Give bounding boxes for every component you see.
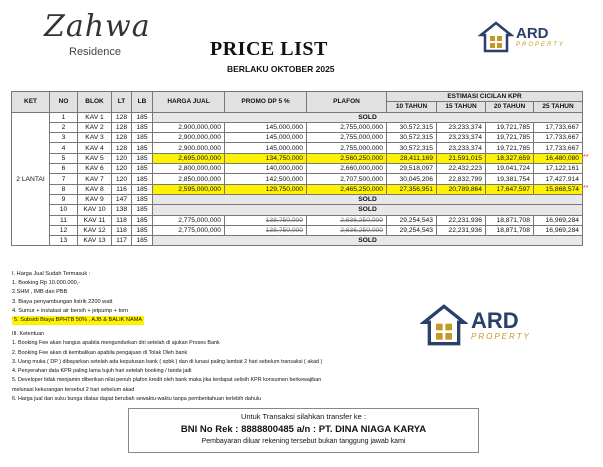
table-row	[12, 112, 583, 122]
cell-lb: 185	[132, 184, 153, 194]
cell-10-tahun: 29,254,543	[387, 215, 437, 225]
table-row	[12, 205, 583, 215]
sold-label: SOLD	[153, 236, 583, 246]
cell-lt: 118	[112, 215, 132, 225]
cell-no: 11	[50, 215, 78, 225]
cell-no: 8	[50, 184, 78, 194]
cell-plafon: 2,707,500,000	[307, 174, 387, 184]
included-item: 1. Booking Rp 10.000.000,-	[12, 280, 81, 287]
ketentuan-list	[12, 330, 432, 404]
cell-15-tahun: 22,231,936	[437, 215, 486, 225]
transfer-line-1: Untuk Transaksi silahkan transfer ke :	[240, 412, 367, 421]
cell-no: 13	[50, 236, 78, 246]
header-blok: BLOK	[78, 92, 112, 113]
table-row	[12, 184, 583, 194]
price-table-body	[12, 112, 583, 246]
table-row	[12, 225, 583, 235]
cell-lt: 128	[112, 143, 132, 153]
cell-promo: 145,000,000	[225, 133, 307, 143]
cell-blok: KAV 1	[78, 112, 112, 122]
cell-plafon: 2,660,000,000	[307, 164, 387, 174]
cell-10-tahun: 27,356,951	[387, 184, 437, 194]
cell-plafon: 2,636,250,000	[307, 215, 387, 225]
cell-lt: 128	[112, 112, 132, 122]
cell-10-tahun: 28,411,169	[387, 153, 437, 163]
cell-10-tahun: 30,572,315	[387, 133, 437, 143]
ard-logo-mid-name: ARD	[471, 307, 519, 333]
cell-harga: 2,850,000,000	[153, 174, 225, 184]
cell-blok: KAV 2	[78, 122, 112, 132]
cell-blok: KAV 13	[78, 236, 112, 246]
sold-label: SOLD	[153, 205, 583, 215]
cell-20-tahun: 18,327,659	[486, 153, 534, 163]
header-lt: LT	[112, 92, 132, 113]
cell-lb: 185	[132, 122, 153, 132]
header-promo: PROMO DP 5 %	[225, 92, 307, 113]
cell-15-tahun: 23,233,374	[437, 143, 486, 153]
cell-promo: 134,750,000	[225, 153, 307, 163]
cell-lt: 128	[112, 133, 132, 143]
zahwa-logo-sub: Residence	[69, 46, 121, 58]
header-20-tahun: 20 TAHUN	[486, 102, 534, 112]
cell-25-tahun: 15,868,574	[534, 184, 583, 194]
cell-blok: KAV 6	[78, 164, 112, 174]
sold-label: SOLD	[153, 112, 583, 122]
cell-lb: 185	[132, 112, 153, 122]
table-row	[12, 133, 583, 143]
cell-10-tahun: 30,572,315	[387, 122, 437, 132]
header-lb: LB	[132, 92, 153, 113]
cell-lb: 185	[132, 215, 153, 225]
row-marker: **	[583, 185, 589, 193]
cell-lb: 185	[132, 236, 153, 246]
table-row	[12, 215, 583, 225]
cell-10-tahun: 29,518,097	[387, 164, 437, 174]
lantai-label: 2 LANTAI	[12, 112, 50, 246]
cell-no: 9	[50, 194, 78, 204]
cell-promo: 145,000,000	[225, 122, 307, 132]
cell-lt: 138	[112, 205, 132, 215]
cell-plafon: 2,755,000,000	[307, 133, 387, 143]
transfer-box	[128, 408, 479, 453]
cell-15-tahun: 22,231,936	[437, 225, 486, 235]
cell-no: 3	[50, 133, 78, 143]
cell-plafon: 2,560,250,000	[307, 153, 387, 163]
cell-blok: KAV 4	[78, 143, 112, 153]
price-table	[11, 91, 583, 246]
cell-20-tahun: 19,721,785	[486, 143, 534, 153]
zahwa-logo	[44, 10, 154, 70]
page-subtitle: BERLAKU OKTOBER 2025	[227, 64, 335, 74]
ketentuan-item: 6. Harga jual dan suku bunga diatas dapat berubah sewaktu-waktu tanpa pemberitahuan terlebih dahulu	[12, 396, 262, 403]
header-ket: KET	[12, 92, 50, 113]
cell-20-tahun: 18,871,708	[486, 215, 534, 225]
cell-plafon: 2,636,250,000	[307, 225, 387, 235]
cell-no: 1	[50, 112, 78, 122]
ketentuan-heading: III. Ketentuan	[12, 331, 45, 337]
cell-promo: 140,000,000	[225, 164, 307, 174]
table-row	[12, 122, 583, 132]
sold-label: SOLD	[153, 194, 583, 204]
header-plafon: PLAFON	[307, 92, 387, 113]
cell-15-tahun: 22,432,223	[437, 164, 486, 174]
page-title: PRICE LIST	[210, 38, 328, 60]
ard-logo-mid-tag: PROPERTY	[471, 331, 531, 341]
cell-lb: 185	[132, 143, 153, 153]
cell-lb: 185	[132, 133, 153, 143]
cell-25-tahun: 16,969,284	[534, 225, 583, 235]
cell-15-tahun: 20,789,864	[437, 184, 486, 194]
cell-lb: 185	[132, 164, 153, 174]
included-notes	[12, 270, 144, 325]
included-item: 2.SHM , IMB dan PBB	[12, 289, 68, 296]
cell-blok: KAV 12	[78, 225, 112, 235]
header-harga: HARGA JUAL	[153, 92, 225, 113]
cell-lt: 120	[112, 174, 132, 184]
cell-25-tahun: 17,122,161	[534, 164, 583, 174]
cell-harga: 2,800,000,000	[153, 164, 225, 174]
cell-plafon: 2,755,000,000	[307, 143, 387, 153]
cell-promo: 145,000,000	[225, 143, 307, 153]
table-row	[12, 164, 583, 174]
included-highlight: 5. Subsidi Biaya BPHTB 50% , AJB & BALIK NAMA	[12, 316, 144, 325]
header-kpr: ESTIMASI CICILAN KPR	[387, 92, 583, 102]
included-heading: I. Harga Jual Sudah Termasuk :	[12, 271, 91, 277]
cell-blok: KAV 9	[78, 194, 112, 204]
cell-promo: 142,500,000	[225, 174, 307, 184]
cell-no: 6	[50, 164, 78, 174]
ard-logo-mid	[420, 302, 531, 348]
cell-20-tahun: 19,721,785	[486, 122, 534, 132]
bank-account: BNI No Rek : 8888800485 a/n : PT. DINA NIAGA KARYA	[180, 424, 427, 435]
row-marker: **	[583, 154, 589, 162]
table-row	[12, 153, 583, 163]
cell-lt: 120	[112, 153, 132, 163]
cell-no: 7	[50, 174, 78, 184]
ketentuan-item: 1. Booking Fee akan hangus apabila mengundurkan diri setelah di ajukan Proses Bank	[12, 340, 220, 347]
cell-lt: 128	[112, 122, 132, 132]
cell-plafon: 2,755,000,000	[307, 122, 387, 132]
cell-20-tahun: 19,041,724	[486, 164, 534, 174]
cell-20-tahun: 17,647,597	[486, 184, 534, 194]
cell-harga: 2,900,000,000	[153, 143, 225, 153]
cell-15-tahun: 23,233,374	[437, 133, 486, 143]
cell-harga: 2,775,000,000	[153, 225, 225, 235]
cell-lt: 116	[112, 184, 132, 194]
cell-15-tahun: 21,591,015	[437, 153, 486, 163]
cell-no: 5	[50, 153, 78, 163]
cell-no: 2	[50, 122, 78, 132]
table-row	[12, 174, 583, 184]
ketentuan-item: 4. Penyerahan data KPR paling lama tujuh hari setelah booking / tanda jadi	[12, 368, 192, 375]
cell-harga: 2,595,000,000	[153, 184, 225, 194]
cell-10-tahun: 30,045,206	[387, 174, 437, 184]
house-icon	[478, 20, 514, 54]
cell-blok: KAV 5	[78, 153, 112, 163]
cell-blok: KAV 10	[78, 205, 112, 215]
cell-lt: 147	[112, 194, 132, 204]
ketentuan-item: melunasi kekurangan tersebut 2 hari sebelum akad	[12, 386, 135, 393]
cell-lb: 185	[132, 205, 153, 215]
table-row	[12, 236, 583, 246]
header-no: NO	[50, 92, 78, 113]
header-15-tahun: 15 TAHUN	[437, 102, 486, 112]
cell-20-tahun: 19,381,754	[486, 174, 534, 184]
table-row	[12, 143, 583, 153]
cell-lb: 185	[132, 225, 153, 235]
ard-logo-top-name: ARD	[516, 25, 549, 42]
cell-harga: 2,900,000,000	[153, 122, 225, 132]
cell-25-tahun: 17,733,667	[534, 133, 583, 143]
cell-20-tahun: 19,721,785	[486, 133, 534, 143]
cell-lb: 185	[132, 153, 153, 163]
cell-10-tahun: 30,572,315	[387, 143, 437, 153]
cell-no: 12	[50, 225, 78, 235]
ketentuan-item: 5. Developer tidak menjamin diberikan nilai penuh plafon kredit oleh bank maka jika terdapat selisih KPR konsumen berkewajiban	[12, 377, 322, 384]
cell-lb: 185	[132, 194, 153, 204]
cell-blok: KAV 3	[78, 133, 112, 143]
ard-logo-top	[478, 20, 565, 54]
house-icon	[420, 302, 468, 348]
cell-promo: 138,750,000	[225, 225, 307, 235]
cell-blok: KAV 8	[78, 184, 112, 194]
cell-25-tahun: 16,480,080	[534, 153, 583, 163]
included-item: 4. Sumur + instalasi air bersih + jetpump + torn	[12, 307, 129, 314]
transfer-line-3: Pembayaran diluar rekening tersebut bukan tanggung jawab kami	[201, 438, 406, 445]
cell-20-tahun: 18,871,708	[486, 225, 534, 235]
cell-lt: 118	[112, 225, 132, 235]
cell-15-tahun: 22,832,799	[437, 174, 486, 184]
cell-harga: 2,775,000,000	[153, 215, 225, 225]
header-10-tahun: 10 TAHUN	[387, 102, 437, 112]
cell-blok: KAV 7	[78, 174, 112, 184]
cell-plafon: 2,465,250,000	[307, 184, 387, 194]
cell-promo: 129,750,000	[225, 184, 307, 194]
cell-lt: 120	[112, 164, 132, 174]
zahwa-logo-script: Zahwa	[44, 9, 151, 44]
cell-25-tahun: 17,733,667	[534, 122, 583, 132]
ketentuan-item: 3. Uang muka ( DP ) dibayarkan setelah ada keputusan bank ( spbk ) dan di lunasi paling lambat 2 hari sebelum transaksi ( akad )	[12, 358, 323, 365]
cell-harga: 2,900,000,000	[153, 133, 225, 143]
cell-promo: 138,750,000	[225, 215, 307, 225]
ketentuan-item: 2. Booking Fee akan di kembalikan apabila pengajuan di Tolak Oleh bank	[12, 349, 188, 356]
cell-harga: 2,695,000,000	[153, 153, 225, 163]
table-row	[12, 194, 583, 204]
cell-10-tahun: 29,254,543	[387, 225, 437, 235]
included-item: 3. Biaya penyambungan listrik 2200 watt	[12, 298, 113, 305]
cell-25-tahun: 16,969,284	[534, 215, 583, 225]
ard-logo-top-tag: PROPERTY	[516, 42, 565, 48]
cell-no: 4	[50, 143, 78, 153]
cell-25-tahun: 17,427,914	[534, 174, 583, 184]
cell-blok: KAV 11	[78, 215, 112, 225]
cell-15-tahun: 23,233,374	[437, 122, 486, 132]
cell-25-tahun: 17,733,667	[534, 143, 583, 153]
cell-lb: 185	[132, 174, 153, 184]
cell-no: 10	[50, 205, 78, 215]
cell-lt: 117	[112, 236, 132, 246]
header-25-tahun: 25 TAHUN	[534, 102, 583, 112]
